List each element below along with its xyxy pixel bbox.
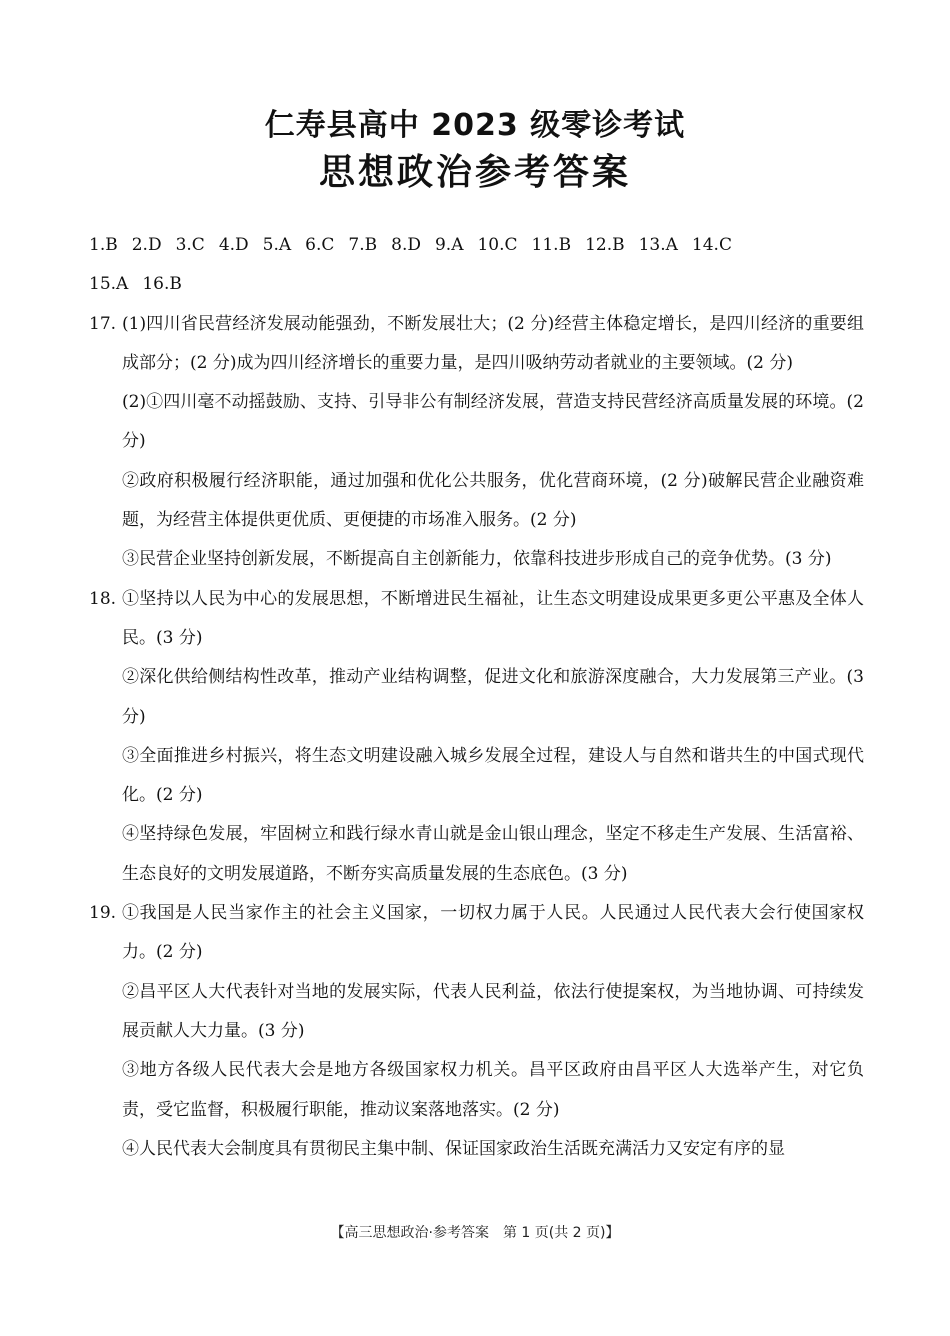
mc-answer: 3.C (175, 235, 205, 255)
mc-answer: 10.C (477, 235, 518, 255)
answer-paragraph: (2)①四川毫不动摇鼓励、支持、引导非公有制经济发展，营造支持民营经济高质量发展的环境。(2 分) (122, 392, 864, 452)
mc-answer: 16.B (142, 274, 182, 295)
mc-answer: 15.A (89, 274, 129, 295)
question-17 (89, 305, 864, 580)
mc-answer: 13.A (638, 235, 678, 255)
answer-paragraph: ②深化供给侧结构性改革，推动产业结构调整，促进文化和旅游深度融合，大力发展第三产业。(3 分) (122, 667, 864, 727)
question-number: 19. (89, 903, 117, 924)
mc-answer: 1.B (89, 235, 118, 255)
page-footer: 【高三思想政治·参考答案 第 1 页(共 2 页)】 (330, 1225, 620, 1241)
subject-title: 思想政治参考答案 (318, 152, 631, 193)
question-number: 18. (89, 588, 117, 609)
mc-answer: 12.B (585, 235, 625, 255)
answer-paragraph: ③民营企业坚持创新发展，不断提高自主创新能力，依靠科技进步形成自己的竞争优势。(3 分) (122, 549, 832, 570)
mc-answer: 8.D (391, 235, 421, 255)
mc-answer: 9.A (434, 235, 464, 255)
mc-answer: 2.D (131, 235, 162, 255)
answer-content (89, 226, 864, 1169)
answer-paragraph: ①坚持以人民为中心的发展思想，不断增进民生福祉，让生态文明建设成果更多更公平惠及全体人民。(3 分) (122, 588, 864, 648)
mc-answer: 4.D (218, 235, 249, 255)
mc-answer: 7.B (348, 235, 378, 255)
answer-paragraph: ②昌平区人大代表针对当地的发展实际，代表人民利益，依法行使提案权，为当地协调、可持续发展贡献人大力量。(3 分) (122, 981, 864, 1041)
answer-paragraph: (1)四川省民营经济发展动能强劲，不断发展壮大；(2 分)经营主体稳定增长，是四川经济的重要组成部分；(2 分)成为四川经济增长的重要力量，是四川吸纳劳动者就业的主要领域。(2 分) (122, 313, 864, 373)
multiple-choice-row-2 (89, 265, 864, 304)
answer-paragraph: ④人民代表大会制度具有贯彻民主集中制、保证国家政治生活既充满活力又安定有序的显 (122, 1138, 785, 1159)
mc-answer: 11.B (531, 235, 572, 255)
multiple-choice-row-1 (89, 226, 864, 265)
exam-title: 仁寿县高中 2023 级零诊考试 (264, 108, 686, 143)
answer-paragraph: ①我国是人民当家作主的社会主义国家，一切权力属于人民。人民通过人民代表大会行使国家权力。(2 分) (122, 903, 864, 963)
answer-paragraph: ③地方各级人民代表大会是地方各级国家权力机关。昌平区政府由昌平区人大选举产生，对它负责，受它监督，积极履行职能，推动议案落地落实。(2 分) (122, 1060, 864, 1120)
mc-answer: 6.C (305, 235, 335, 255)
mc-answer: 5.A (262, 235, 292, 255)
question-19 (89, 894, 864, 1169)
answer-paragraph: ②政府积极履行经济职能，通过加强和优化公共服务，优化营商环境，(2 分)破解民营企业融资难题，为经营主体提供更优质、更便捷的市场准入服务。(2 分) (122, 470, 864, 531)
mc-answer: 14.C (691, 235, 732, 255)
answer-paragraph: ③全面推进乡村振兴，将生态文明建设融入城乡发展全过程，建设人与自然和谐共生的中国式现代化。(2 分) (122, 745, 864, 806)
question-number: 17. (89, 313, 117, 334)
answer-paragraph: ④坚持绿色发展，牢固树立和践行绿水青山就是金山银山理念，坚定不移走生产发展、生活富裕、生态良好的文明发展道路，不断夯实高质量发展的生态底色。(3 分) (122, 824, 864, 884)
question-18 (89, 580, 864, 894)
